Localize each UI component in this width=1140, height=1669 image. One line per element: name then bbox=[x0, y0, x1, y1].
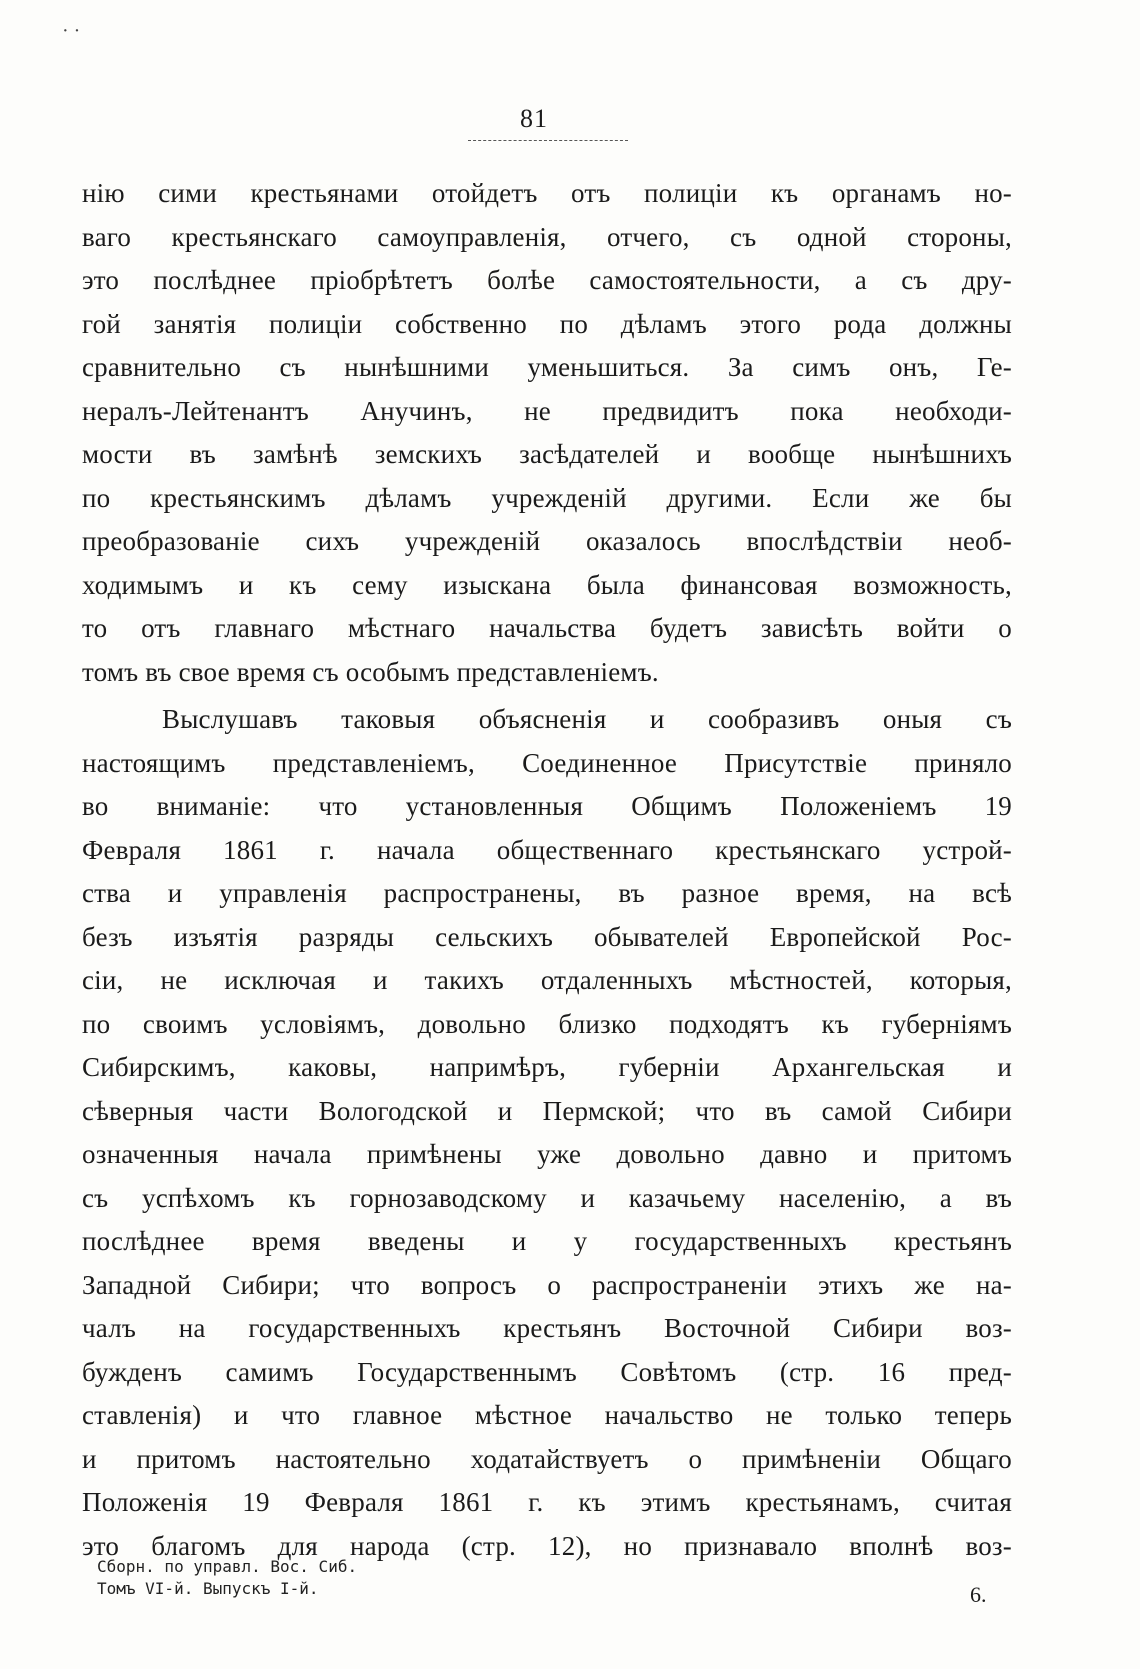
text-line: гой занятія полиціи собственно по дѣламъ этого рода должны bbox=[82, 308, 1012, 339]
footer-citation bbox=[97, 1556, 357, 1600]
body-text bbox=[82, 172, 1012, 1568]
text-line: Западной Сибири; что вопросъ о распространеніи этихъ же на- bbox=[82, 1269, 1012, 1300]
text-line: послѣднее время введены и у государственныхъ крестьянъ bbox=[82, 1226, 1012, 1256]
text-line: настоящимъ представленіемъ, Соединенное Присутствіе приняло bbox=[82, 747, 1012, 778]
page-number-rule bbox=[468, 140, 628, 141]
text-line: по крестьянскимъ дѣламъ учрежденій другими. Если же бы bbox=[82, 482, 1012, 513]
text-line: чалъ на государственныхъ крестьянъ Восточной Сибири воз- bbox=[82, 1313, 1012, 1343]
text-line: ходимымъ и къ сему изыскана была финансовая возможность, bbox=[82, 569, 1012, 600]
text-line: во вниманіе: что установленныя Общимъ Положеніемъ 19 bbox=[82, 791, 1012, 821]
text-line: нералъ-Лейтенантъ Анучинъ, не предвидитъ пока необходи- bbox=[82, 395, 1012, 426]
text-line: сѣверныя части Вологодской и Пермской; что въ самой Сибири bbox=[82, 1095, 1012, 1126]
text-line: Февраля 1861 г. начала общественнаго крестьянскаго устрой- bbox=[82, 834, 1012, 865]
text-line: мости въ замѣнѣ земскихъ засѣдателей и вообще нынѣшнихъ bbox=[82, 439, 1012, 469]
text-line: съ успѣхомъ къ горнозаводскому и казачьему населенію, а въ bbox=[82, 1182, 1012, 1213]
text-line: сравнительно съ нынѣшними уменьшиться. За симъ онъ, Ге- bbox=[82, 352, 1012, 382]
text-line: по своимъ условіямъ, довольно близко подходятъ къ губерніямъ bbox=[82, 1008, 1012, 1039]
text-line: безъ изъятія разряды сельскихъ обывателей Европейской Рос- bbox=[82, 921, 1012, 952]
text-line: то отъ главнаго мѣстнаго начальства будетъ зависѣть войти о bbox=[82, 613, 1012, 643]
text-line: Положенія 19 Февраля 1861 г. къ этимъ крестьянамъ, считая bbox=[82, 1487, 1012, 1517]
text-line: томъ въ свое время съ особымъ представленіемъ. bbox=[82, 656, 659, 687]
text-line: это благомъ для народа (стр. 12), но признавало вполнѣ воз- bbox=[82, 1530, 1012, 1561]
text-line: ваго крестьянскаго самоуправленія, отчего, съ одной стороны, bbox=[82, 221, 1012, 252]
signature-mark: 6. bbox=[970, 1582, 987, 1607]
text-line: бужденъ самимъ Государственнымъ Совѣтомъ (стр. 16 пред- bbox=[82, 1356, 1012, 1387]
text-line: и притомъ настоятельно ходатайствуетъ о примѣненіи Общаго bbox=[82, 1443, 1012, 1474]
text-line: Выслушавъ таковыя объясненія и сообразивъ оныя съ bbox=[162, 704, 1012, 734]
text-line: Сибирскимъ, каковы, напримѣръ, губерніи Архангельская и bbox=[82, 1052, 1012, 1082]
text-line: нію сими крестьянами отойдетъ отъ полиціи къ органамъ но- bbox=[82, 178, 1012, 208]
footer-line-1: Сборн. по управл. Вос. Сиб. bbox=[97, 1557, 358, 1576]
text-line: ставленія) и что главное мѣстное начальство не только теперь bbox=[82, 1400, 1012, 1430]
text-line: преобразованіе сихъ учрежденій оказалось впослѣдствіи необ- bbox=[82, 526, 1012, 556]
text-line: это послѣднее пріобрѣтетъ болѣе самостоятельности, а съ дру- bbox=[82, 265, 1012, 295]
text-line: означенныя начала примѣнены уже довольно давно и притомъ bbox=[82, 1139, 1012, 1169]
paragraph-1 bbox=[82, 172, 1012, 694]
page-specks: · · bbox=[62, 20, 81, 42]
text-line: ства и управленія распространены, въ разное время, на всѣ bbox=[82, 878, 1012, 908]
text-line: сіи, не исключая и такихъ отдаленныхъ мѣстностей, которыя, bbox=[82, 965, 1012, 995]
footer-line-2: Томъ VI-й. Выпускъ I-й. bbox=[97, 1579, 319, 1598]
paragraph-2 bbox=[82, 698, 1012, 1568]
page-number: 81 bbox=[520, 104, 548, 133]
